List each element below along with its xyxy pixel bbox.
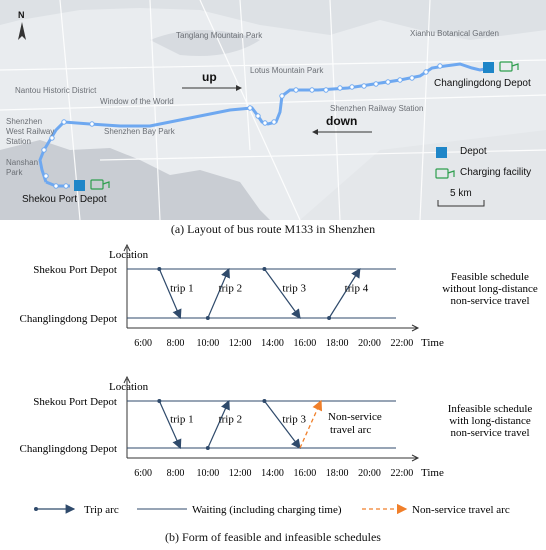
district-label: Lotus Mountain Park (250, 66, 324, 75)
tick-label: 16:00 (293, 338, 317, 349)
bus-stop (42, 148, 46, 152)
schedule-type-label: non-service travel (450, 427, 530, 439)
tick-label: 6:00 (134, 468, 153, 479)
changlingdong-depot-label: Changlingdong Depot (434, 78, 531, 89)
shekou-depot-marker (74, 180, 85, 191)
tick-label: 22:00 (390, 468, 414, 479)
district-label: Xianhu Botanical Garden (410, 29, 499, 38)
tick-label: 12:00 (228, 468, 252, 479)
changlingdong-depot-marker (483, 62, 494, 73)
schedule-type-label: without long-distance (442, 283, 538, 295)
caption-a: (a) Layout of bus route M133 in Shenzhen (170, 222, 376, 236)
down-direction-label: down (326, 114, 358, 128)
tick-label: 14:00 (261, 338, 284, 349)
bus-stop (424, 70, 428, 74)
legend-depot-label: Depot (460, 146, 487, 157)
x-axis-label: Time (421, 467, 444, 479)
bus-stop (280, 94, 284, 98)
bus-stop (90, 122, 94, 126)
charging-icon (500, 62, 518, 71)
bus-stop (398, 78, 402, 82)
legend-waiting-label: Waiting (including charging time) (192, 504, 342, 516)
bus-stop (64, 184, 68, 188)
district-label: Shenzhen West Railway Station (6, 117, 55, 146)
bay-water (0, 140, 270, 220)
bus-stop (310, 88, 314, 92)
location-label: Shekou Port Depot (33, 396, 117, 408)
bus-stop (374, 82, 378, 86)
trip-start-dot (206, 446, 210, 450)
schedule-type-label: non-service travel (450, 295, 530, 307)
tick-label: 20:00 (358, 338, 381, 349)
legend-trip-label: Trip arc (84, 504, 119, 516)
schedule-type-label: Infeasible schedule (447, 403, 533, 415)
bus-stop (272, 120, 276, 124)
tick-label: 18:00 (325, 468, 349, 479)
bus-stop (54, 184, 58, 188)
tick-label: 10:00 (196, 338, 220, 349)
trip-start-dot (157, 399, 161, 403)
nonservice-label: travel arc (330, 424, 372, 436)
trip-start-dot (262, 399, 266, 403)
trip-start-dot (157, 267, 161, 271)
schedule-type-label: with long-distance (449, 415, 531, 427)
y-axis-label: Location (109, 249, 149, 261)
bus-stop (324, 88, 328, 92)
district-label: Tanglang Mountain Park (176, 31, 263, 40)
tick-label: 8:00 (166, 468, 185, 479)
tick-label: 14:00 (261, 468, 284, 479)
location-label: Changlingdong Depot (19, 443, 117, 455)
legend-charging-label: Charging facility (460, 167, 532, 178)
caption-b: (b) Form of feasible and infeasible schedules (165, 530, 381, 544)
location-label: Changlingdong Depot (19, 313, 117, 325)
trip-label: trip 1 (170, 282, 194, 295)
trip-label: trip 3 (282, 282, 306, 295)
down-arrow-head (312, 129, 318, 135)
trip-start-dot (327, 316, 331, 320)
tick-label: 12:00 (228, 338, 252, 349)
location-label: Shekou Port Depot (33, 264, 117, 276)
legend-nonservice-label: Non-service travel arc (412, 504, 510, 516)
legend-depot-swatch (436, 147, 447, 158)
trip-start-dot (206, 316, 210, 320)
x-axis-label: Time (421, 337, 444, 349)
trip-label: trip 3 (282, 413, 306, 426)
district-label: Window of the World (100, 97, 174, 106)
route-map (0, 0, 546, 220)
tick-label: 18:00 (325, 338, 349, 349)
scale-label: 5 km (450, 188, 472, 199)
tick-label: 20:00 (358, 468, 381, 479)
bus-stop (44, 174, 48, 178)
bus-stop (350, 85, 354, 89)
y-axis-label: Location (109, 381, 149, 393)
bus-stop (256, 114, 260, 118)
tick-label: 22:00 (390, 338, 414, 349)
district-label: Nantou Historic District (15, 86, 97, 95)
district-label: Nanshan Park (6, 158, 39, 177)
bus-stop (410, 76, 414, 80)
bus-stop (62, 120, 66, 124)
bus-stop (248, 106, 252, 110)
district-label: Shenzhen Railway Station (330, 104, 424, 113)
bus-stop (294, 88, 298, 92)
north-arrow-icon (18, 22, 26, 40)
trip-start-dot (262, 267, 266, 271)
tick-label: 6:00 (134, 338, 153, 349)
trip-label: trip 4 (344, 282, 369, 295)
district-label: Shenzhen Bay Park (104, 127, 175, 136)
trip-label: trip 2 (218, 282, 243, 295)
legend-trip-dot (34, 507, 38, 511)
tick-label: 8:00 (166, 338, 185, 349)
bus-stop (386, 80, 390, 84)
bus-stop (438, 64, 442, 68)
trip-label: trip 2 (218, 413, 243, 426)
shekou-depot-label: Shekou Port Depot (22, 194, 107, 205)
up-direction-label: up (202, 70, 217, 84)
schedule-diagrams (0, 232, 546, 532)
nonservice-label: Non-service (328, 411, 382, 423)
north-label: N (18, 10, 25, 20)
tick-label: 10:00 (196, 468, 220, 479)
tick-label: 16:00 (293, 468, 317, 479)
bus-stop (263, 121, 267, 125)
bus-stop (338, 86, 342, 90)
schedule-type-label: Feasible schedule (451, 271, 529, 283)
bus-stop (362, 84, 366, 88)
trip-label: trip 1 (170, 413, 194, 426)
